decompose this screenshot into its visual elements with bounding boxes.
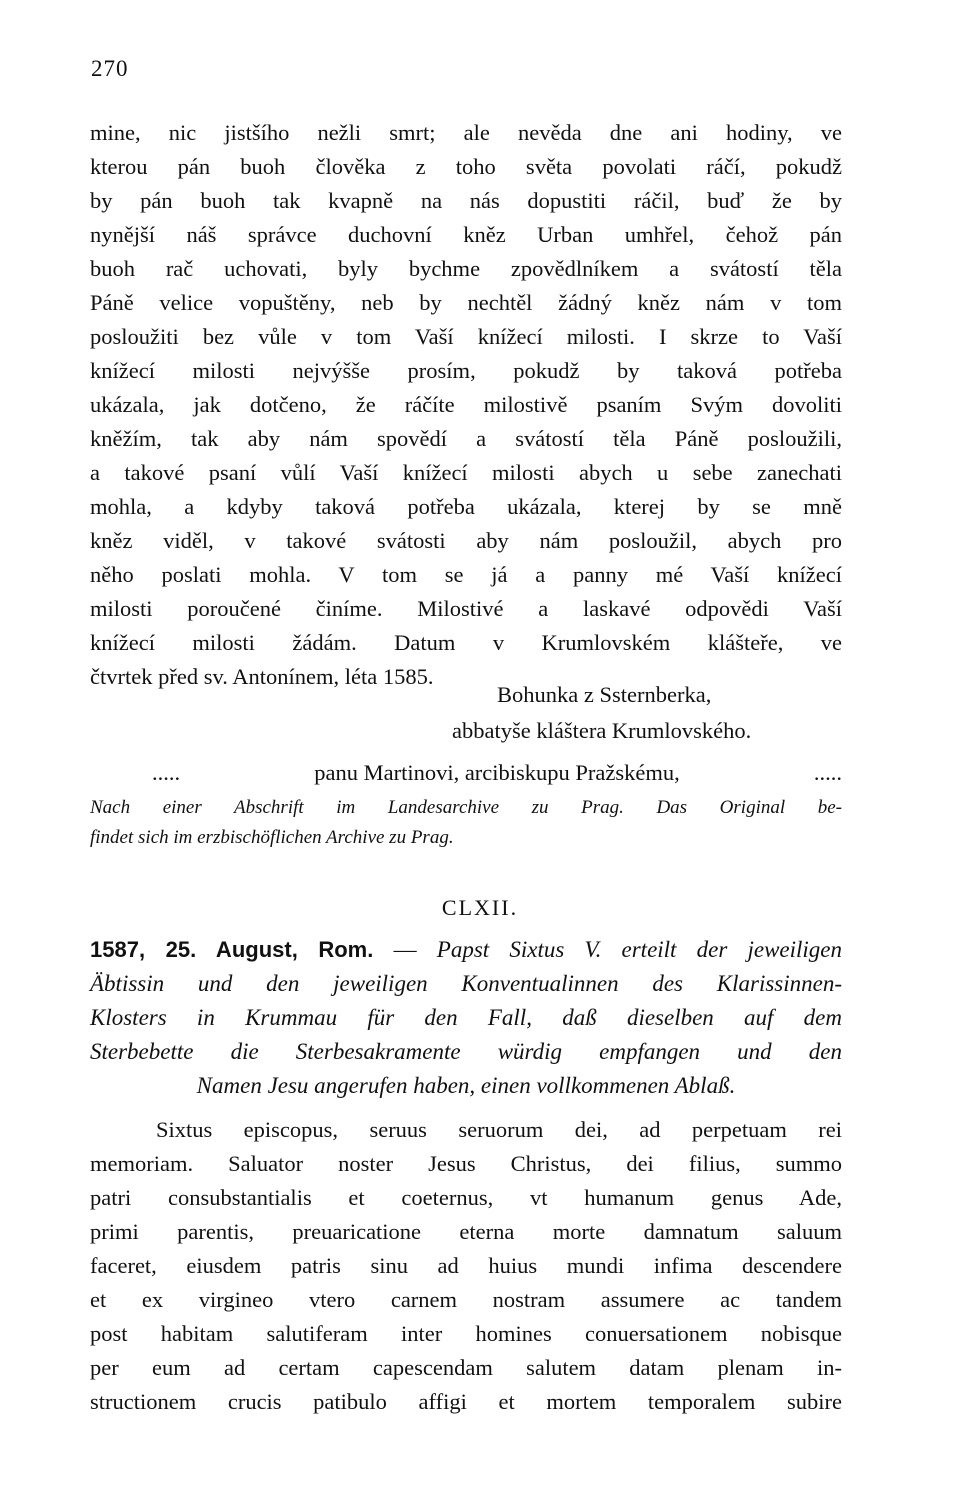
regest-line: Namen Jesu angerufen haben, einen vollkommenen Ablaß. — [196, 1073, 736, 1098]
regest-dash: — — [393, 937, 417, 962]
regest-text: Papst Sixtus V. erteilt der jeweiligen — [436, 937, 843, 962]
text-line: mine, nic jistšího nežli smrt; ale nevěda dne ani hodiny, ve — [90, 120, 842, 145]
addressee-text: panu Martinovi, arcibiskupu Pražskému, — [314, 760, 680, 785]
source-note-line: Nach einer Abschrift im Landesarchive zu Prag. Das Original be- — [90, 797, 842, 818]
signature-title: abbatyše kláštera Krumlovského. — [452, 718, 752, 743]
czech-letter-body — [90, 116, 842, 694]
text-line: něho poslati mohla. V tom se já a panny mé Vaší knížecí — [90, 562, 842, 587]
text-line: per eum ad certam capescendam salutem datam plenam in- — [90, 1355, 842, 1380]
source-note-line: findet sich im erzbischöflichen Archive zu Prag. — [90, 827, 454, 848]
signature-name: Bohunka z Ssternberka, — [497, 682, 712, 707]
text-line: faceret, eiusdem patris sinu ad huius mundi infima descendere — [90, 1253, 842, 1278]
text-line: mohla, a kdyby taková potřeba ukázala, kterej by se mně — [90, 494, 842, 519]
text-line: structionem crucis patibulo affigi et mortem temporalem subire — [90, 1389, 842, 1414]
text-line: kněžím, tak aby nám spovědí a svátostí těla Páně posloužili, — [90, 426, 842, 451]
text-line: buoh rač uchovati, byly bychme zpovědlníkem a svátostí těla — [90, 256, 842, 281]
text-line: a takové psaní vůlí Vaší knížecí milosti abych u sebe zanechati — [90, 460, 842, 485]
page-number: 270 — [91, 56, 129, 81]
text-line: ukázala, jak dotčeno, že ráčíte milostivě psaním Svým dovoliti — [90, 392, 842, 417]
text-line: Sixtus episcopus, seruus seruorum dei, ad perpetuam rei — [156, 1117, 842, 1142]
text-line: memoriam. Saluator noster Jesus Christus, dei filius, summo — [90, 1151, 842, 1176]
text-line: milosti poroučené činíme. Milostivé a laskavé odpovědi Vaší — [90, 596, 842, 621]
dot-leader-right: ..... — [813, 760, 842, 785]
text-line: knížecí milosti nejvýšše prosím, pokudž by taková potřeba — [90, 358, 842, 383]
regest-line: Klosters in Krummau für den Fall, daß dieselben auf dem — [90, 1005, 842, 1030]
source-note — [90, 793, 842, 853]
regest-date: 1587, 25. August, Rom. — [90, 937, 374, 962]
text-line: Páně velice vopuštěny, neb by nechtěl žádný kněz nám v tom — [90, 290, 842, 315]
text-line: post habitam salutiferam inter homines conuersationem nobisque — [90, 1321, 842, 1346]
dot-leader-left: ..... — [152, 760, 181, 785]
text-line: kterou pán buoh člověka z toho světa povolati ráčí, pokudž — [90, 154, 842, 179]
text-line: knížecí milosti žádám. Datum v Krumlovském klášteře, ve — [90, 630, 842, 655]
addressee-line — [152, 756, 842, 790]
text-line: et ex virgineo vtero carnem nostram assumere ac tandem — [90, 1287, 842, 1312]
text-line: primi parentis, preuaricatione eterna morte damnatum saluum — [90, 1219, 842, 1244]
text-line: posloužiti bez vůle v tom Vaší knížecí milosti. I skrze to Vaší — [90, 324, 842, 349]
text-line: čtvrtek před sv. Antonínem, léta 1585. — [90, 664, 434, 689]
document-number: CLXII. — [441, 895, 519, 920]
latin-bull-body — [90, 1113, 842, 1419]
regest-line: Sterbebette die Sterbesakramente würdig empfangen und den — [90, 1039, 842, 1064]
text-line: patri consubstantialis et coeternus, vt humanum genus Ade, — [90, 1185, 842, 1210]
regest — [90, 933, 842, 1103]
text-line: nynější náš správce duchovní kněz Urban umhřel, čehož pán — [90, 222, 842, 247]
text-line: by pán buoh tak kvapně na nás dopustiti ráčil, buď že by — [90, 188, 842, 213]
regest-line — [90, 933, 842, 967]
regest-line: Äbtissin und den jeweiligen Konventualinnen des Klarissinnen- — [90, 971, 842, 996]
text-line: kněz viděl, v takové svátosti aby nám posloužil, abych pro — [90, 528, 842, 553]
